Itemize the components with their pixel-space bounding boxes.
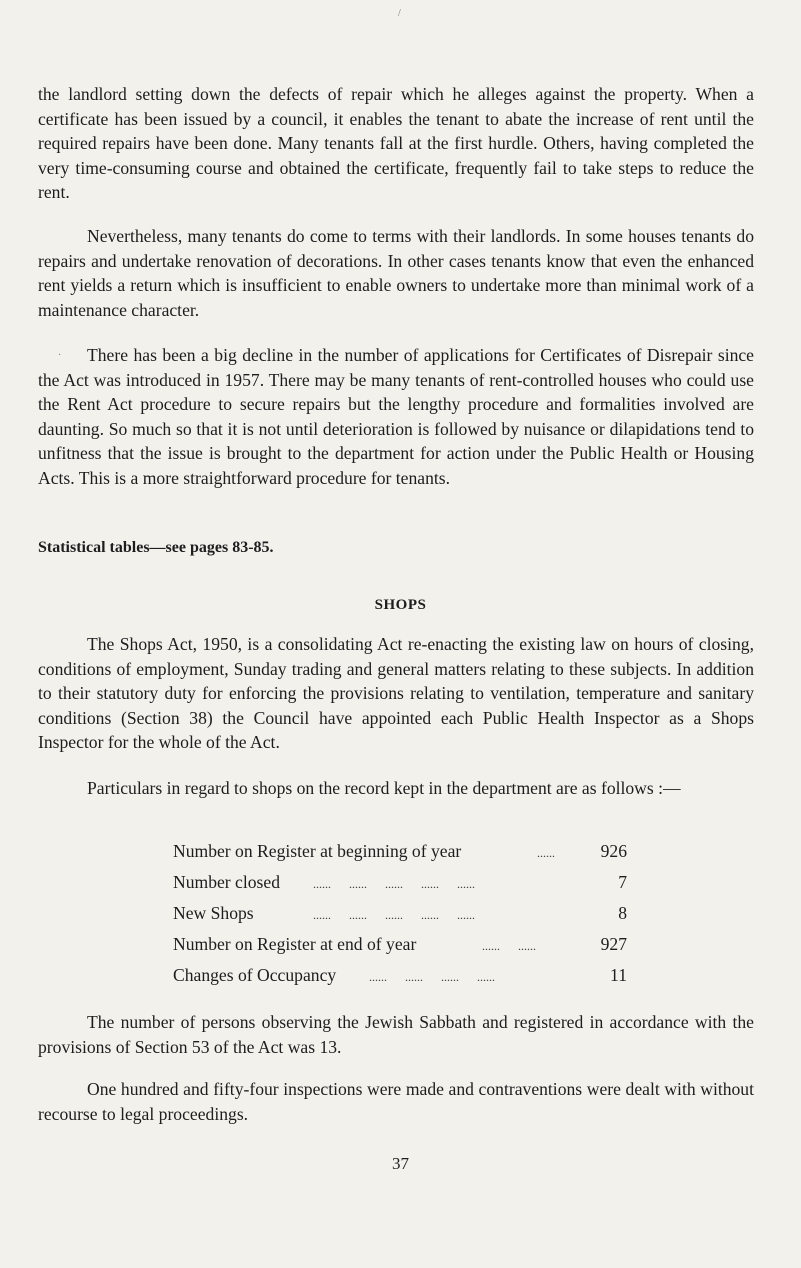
scan-mark-side: · <box>58 350 62 361</box>
stat-label: Changes of Occupancy <box>173 965 337 985</box>
stat-value: 8 <box>618 903 627 923</box>
page-number: 37 <box>392 1154 409 1173</box>
paragraph-certificates-disrepair: There has been a big decline in the number of applications for Certificates of Disrepair since the Act was introduced in 1957. There may be many tenants of rent-controlled houses who could use the Rent Act procedure to secure repairs but the lengthy procedure and formalities involved are daunting. So much so that it is not until deterioration is followed by nuisance or dilapidations tend to unfitness that the issue is brought to the department for action under the Public Health or Housing Acts. This is a more straightforward procedure for tenants. <box>38 345 754 488</box>
scan-mark: / <box>398 8 401 19</box>
stat-leader: ...... <box>537 846 555 860</box>
shops-heading: SHOPS <box>374 597 427 613</box>
stat-leader: ...... ...... ...... ...... <box>369 970 495 984</box>
paragraph-landlord-defects: the landlord setting down the defects of repair which he alleges against the property. When a certificate has been issued by a council, it enables the tenant to abate the increase of rent until the required repairs have been done. Many tenants fall at the first hurdle. Others, having completed the very time-consuming course and obtained the certificate, frequently fail to take steps to reduce the rent. <box>38 84 754 203</box>
paragraph-inspections: One hundred and fifty-four inspections were made and contraventions were dealt with without recourse to legal proceedings. <box>38 1079 754 1124</box>
paragraph-tenants-terms: Nevertheless, many tenants do come to terms with their landlords. In some houses tenants do repairs and undertake renovation of decorations. In other cases tenants know that even the enhanced rent yields a return which is insufficient to enable owners to undertake more than minimal work of a maintenance character. <box>38 226 754 320</box>
stat-value: 927 <box>600 934 627 954</box>
paragraph-particulars: Particulars in regard to shops on the record kept in the department are as follows :— <box>87 778 681 798</box>
stat-value: 7 <box>618 872 627 892</box>
paragraph-jewish-sabbath: The number of persons observing the Jewish Sabbath and registered in accordance with the provisions of Section 53 of the Act was 13. <box>38 1012 754 1057</box>
stat-label: Number on Register at beginning of year <box>173 841 462 861</box>
stat-value: 11 <box>610 965 627 985</box>
stat-leader: ...... ...... <box>482 939 536 953</box>
stat-leader: ...... ...... ...... ...... ...... <box>313 908 475 922</box>
stat-label: Number closed <box>173 872 280 892</box>
paragraph-shops-act: The Shops Act, 1950, is a consolidating Act re-enacting the existing law on hours of closing, conditions of employment, Sunday trading and general matters relating to these subjects. In addition to their statutory duty for enforcing the provisions relating to ventilation, temperature and sanitary conditions (Section 38) the Council have appointed each Public Health Inspector as a Shops Inspector for the whole of the Act. <box>38 634 754 753</box>
stat-value: 926 <box>600 841 627 861</box>
stat-label: Number on Register at end of year <box>173 934 417 954</box>
statistical-tables-note: Statistical tables—see pages 83-85. <box>38 539 274 556</box>
stat-label: New Shops <box>173 903 254 923</box>
stat-leader: ...... ...... ...... ...... ...... <box>313 877 475 891</box>
